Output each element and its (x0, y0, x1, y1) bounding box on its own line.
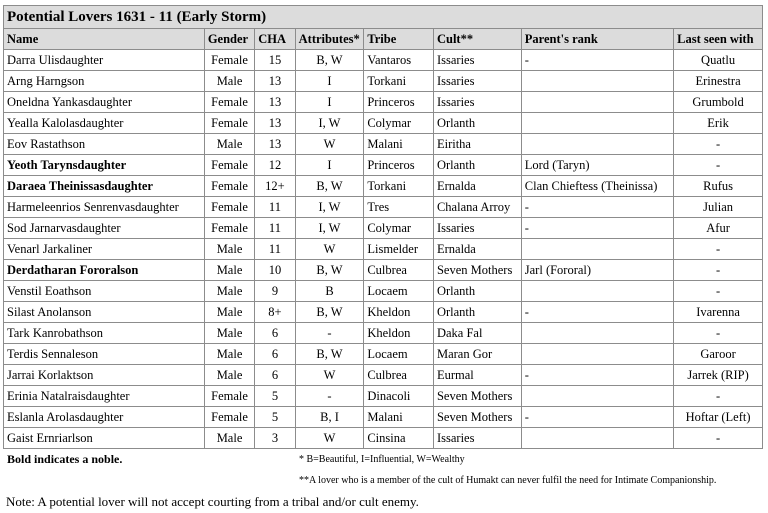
cell-attributes: I (295, 92, 364, 113)
cell-tribe: Torkani (364, 71, 434, 92)
cell-parent-rank: - (521, 50, 673, 71)
cell-last-seen: Quatlu (674, 50, 763, 71)
cell-tribe: Cinsina (364, 428, 434, 449)
cell-tribe: Malani (364, 407, 434, 428)
cell-attributes: B, W (295, 344, 364, 365)
table-row (4, 155, 763, 176)
cell-attributes: W (295, 239, 364, 260)
cell-cha: 12 (255, 155, 295, 176)
cell-last-seen: - (674, 239, 763, 260)
cell-cult: Daka Fal (433, 323, 521, 344)
cell-cha: 11 (255, 197, 295, 218)
cell-parent-rank: Jarl (Fororal) (521, 260, 673, 281)
cell-cult: Eiritha (433, 134, 521, 155)
cell-attributes: I (295, 155, 364, 176)
courting-note: Note: A potential lover will not accept courting from a tribal and/or cult enemy. (6, 494, 419, 509)
cell-attributes: - (295, 386, 364, 407)
cell-parent-rank (521, 323, 673, 344)
cell-gender: Female (204, 155, 254, 176)
cell-parent-rank (521, 239, 673, 260)
cell-cha: 12+ (255, 176, 295, 197)
cell-attributes: W (295, 134, 364, 155)
cell-attributes: B, W (295, 302, 364, 323)
cell-last-seen: - (674, 134, 763, 155)
cell-name: Oneldna Yankasdaughter (4, 92, 205, 113)
cell-attributes: - (295, 323, 364, 344)
cell-name: Venstil Eoathson (4, 281, 205, 302)
cell-gender: Male (204, 428, 254, 449)
table-row (4, 407, 763, 428)
cell-gender: Female (204, 218, 254, 239)
col-header-cult: Cult** (433, 29, 521, 50)
cell-name: Venarl Jarkaliner (4, 239, 205, 260)
cell-parent-rank (521, 134, 673, 155)
col-header-last-seen: Last seen with (674, 29, 763, 50)
cell-gender: Male (204, 365, 254, 386)
header-row (4, 29, 763, 50)
cell-cult: Orlanth (433, 281, 521, 302)
cell-cha: 9 (255, 281, 295, 302)
cell-name: Tark Kanrobathson (4, 323, 205, 344)
table-row (4, 365, 763, 386)
table-row (4, 134, 763, 155)
cell-last-seen: - (674, 155, 763, 176)
table-body (4, 50, 763, 449)
cell-last-seen: Garoor (674, 344, 763, 365)
table-row (4, 113, 763, 134)
cell-parent-rank (521, 428, 673, 449)
cell-cha: 13 (255, 71, 295, 92)
cell-parent-rank: - (521, 407, 673, 428)
table-row (4, 92, 763, 113)
cell-last-seen: Ivarenna (674, 302, 763, 323)
cell-attributes: W (295, 365, 364, 386)
cell-cha: 5 (255, 407, 295, 428)
cell-cult: Orlanth (433, 302, 521, 323)
cell-attributes: B, W (295, 50, 364, 71)
cell-last-seen: Grumbold (674, 92, 763, 113)
cell-last-seen: Rufus (674, 176, 763, 197)
cell-cult: Orlanth (433, 155, 521, 176)
cell-attributes: I, W (295, 218, 364, 239)
table-row (4, 302, 763, 323)
cell-name: Sod Jarnarvasdaughter (4, 218, 205, 239)
attributes-footnote: * B=Beautiful, I=Influential, W=Wealthy (299, 454, 465, 465)
cell-gender: Male (204, 260, 254, 281)
table-row (4, 50, 763, 71)
cell-gender: Male (204, 344, 254, 365)
cell-tribe: Culbrea (364, 260, 434, 281)
cell-parent-rank (521, 71, 673, 92)
cell-cult: Seven Mothers (433, 407, 521, 428)
cell-cult: Issaries (433, 50, 521, 71)
cell-tribe: Torkani (364, 176, 434, 197)
cell-cult: Seven Mothers (433, 386, 521, 407)
cell-cult: Maran Gor (433, 344, 521, 365)
cell-cult: Ernalda (433, 239, 521, 260)
cell-cha: 13 (255, 92, 295, 113)
cell-attributes: B, I (295, 407, 364, 428)
cell-name: Silast Anolanson (4, 302, 205, 323)
table-row (4, 323, 763, 344)
cell-tribe: Lismelder (364, 239, 434, 260)
cell-last-seen: Erinestra (674, 71, 763, 92)
cell-name: Erinia Natalraisdaughter (4, 386, 205, 407)
cell-cult: Ernalda (433, 176, 521, 197)
cell-parent-rank: - (521, 365, 673, 386)
table-row (4, 239, 763, 260)
cell-cha: 3 (255, 428, 295, 449)
cell-gender: Male (204, 323, 254, 344)
cell-tribe: Colymar (364, 113, 434, 134)
col-header-attributes: Attributes* (295, 29, 364, 50)
potential-lovers-table (3, 5, 763, 449)
cell-parent-rank (521, 113, 673, 134)
table-row (4, 428, 763, 449)
cell-cha: 11 (255, 218, 295, 239)
cell-attributes: B, W (295, 260, 364, 281)
cell-last-seen: - (674, 281, 763, 302)
cell-name: Jarrai Korlaktson (4, 365, 205, 386)
cell-last-seen: Julian (674, 197, 763, 218)
cell-name: Derdatharan Fororalson (4, 260, 205, 281)
cell-last-seen: - (674, 386, 763, 407)
cell-tribe: Culbrea (364, 365, 434, 386)
cell-last-seen: Jarrek (RIP) (674, 365, 763, 386)
cell-name: Harmeleenrios Senrenvasdaughter (4, 197, 205, 218)
table-row (4, 260, 763, 281)
cell-parent-rank (521, 92, 673, 113)
cell-cult: Orlanth (433, 113, 521, 134)
cell-gender: Male (204, 134, 254, 155)
cell-last-seen: - (674, 428, 763, 449)
cell-cha: 10 (255, 260, 295, 281)
cell-last-seen: - (674, 323, 763, 344)
cell-name: Eov Rastathson (4, 134, 205, 155)
cell-attributes: B (295, 281, 364, 302)
cell-cha: 11 (255, 239, 295, 260)
cell-name: Arng Harngson (4, 71, 205, 92)
cell-last-seen: Hoftar (Left) (674, 407, 763, 428)
cell-tribe: Malani (364, 134, 434, 155)
cell-name: Gaist Ernriarlson (4, 428, 205, 449)
cell-parent-rank (521, 344, 673, 365)
table-row (4, 344, 763, 365)
cell-parent-rank: - (521, 302, 673, 323)
noble-legend: Bold indicates a noble. (7, 452, 123, 466)
table-row (4, 386, 763, 407)
cell-parent-rank: - (521, 218, 673, 239)
cell-cult: Seven Mothers (433, 260, 521, 281)
table-row (4, 71, 763, 92)
cell-tribe: Kheldon (364, 302, 434, 323)
cell-gender: Male (204, 302, 254, 323)
cell-cha: 5 (255, 386, 295, 407)
cell-cha: 6 (255, 323, 295, 344)
cell-parent-rank: Lord (Taryn) (521, 155, 673, 176)
cell-tribe: Kheldon (364, 323, 434, 344)
cell-gender: Male (204, 239, 254, 260)
cell-last-seen: Erik (674, 113, 763, 134)
col-header-name: Name (4, 29, 205, 50)
cell-cha: 13 (255, 113, 295, 134)
cell-gender: Male (204, 71, 254, 92)
cell-cha: 8+ (255, 302, 295, 323)
cell-name: Eslanla Arolasdaughter (4, 407, 205, 428)
cell-cult: Issaries (433, 428, 521, 449)
cell-last-seen: - (674, 260, 763, 281)
cell-name: Darra Ulisdaughter (4, 50, 205, 71)
cell-parent-rank: - (521, 197, 673, 218)
cell-tribe: Dinacoli (364, 386, 434, 407)
cell-tribe: Locaem (364, 281, 434, 302)
col-header-parent-rank: Parent's rank (521, 29, 673, 50)
cell-cha: 15 (255, 50, 295, 71)
cell-cult: Issaries (433, 218, 521, 239)
cell-gender: Female (204, 92, 254, 113)
cell-tribe: Princeros (364, 92, 434, 113)
cell-parent-rank (521, 281, 673, 302)
cell-name: Yealla Kalolasdaughter (4, 113, 205, 134)
col-header-tribe: Tribe (364, 29, 434, 50)
cell-attributes: I, W (295, 113, 364, 134)
cell-cult: Issaries (433, 71, 521, 92)
table-row (4, 218, 763, 239)
cell-cult: Eurmal (433, 365, 521, 386)
cell-tribe: Vantaros (364, 50, 434, 71)
cell-attributes: I, W (295, 197, 364, 218)
table-row (4, 176, 763, 197)
cell-gender: Female (204, 176, 254, 197)
cell-gender: Female (204, 113, 254, 134)
table-row (4, 281, 763, 302)
cell-cha: 13 (255, 134, 295, 155)
cell-cha: 6 (255, 365, 295, 386)
cult-footnote: **A lover who is a member of the cult of Humakt can never fulfil the need for Intimate Companionship. (299, 475, 717, 486)
cell-gender: Female (204, 386, 254, 407)
cell-name: Daraea Theinissasdaughter (4, 176, 205, 197)
cell-tribe: Princeros (364, 155, 434, 176)
cell-last-seen: Afur (674, 218, 763, 239)
cell-attributes: W (295, 428, 364, 449)
cell-tribe: Colymar (364, 218, 434, 239)
cell-cha: 6 (255, 344, 295, 365)
cell-gender: Female (204, 197, 254, 218)
cell-parent-rank (521, 386, 673, 407)
cell-gender: Female (204, 50, 254, 71)
cell-attributes: I (295, 71, 364, 92)
cell-name: Terdis Sennaleson (4, 344, 205, 365)
cell-gender: Female (204, 407, 254, 428)
cell-cult: Chalana Arroy (433, 197, 521, 218)
cell-tribe: Tres (364, 197, 434, 218)
col-header-gender: Gender (204, 29, 254, 50)
cell-name: Yeoth Tarynsdaughter (4, 155, 205, 176)
cell-gender: Male (204, 281, 254, 302)
col-header-cha: CHA (255, 29, 295, 50)
cell-attributes: B, W (295, 176, 364, 197)
cell-cult: Issaries (433, 92, 521, 113)
table-title: Potential Lovers 1631 - 11 (Early Storm) (3, 5, 763, 28)
table-row (4, 197, 763, 218)
cell-parent-rank: Clan Chieftess (Theinissa) (521, 176, 673, 197)
cell-tribe: Locaem (364, 344, 434, 365)
